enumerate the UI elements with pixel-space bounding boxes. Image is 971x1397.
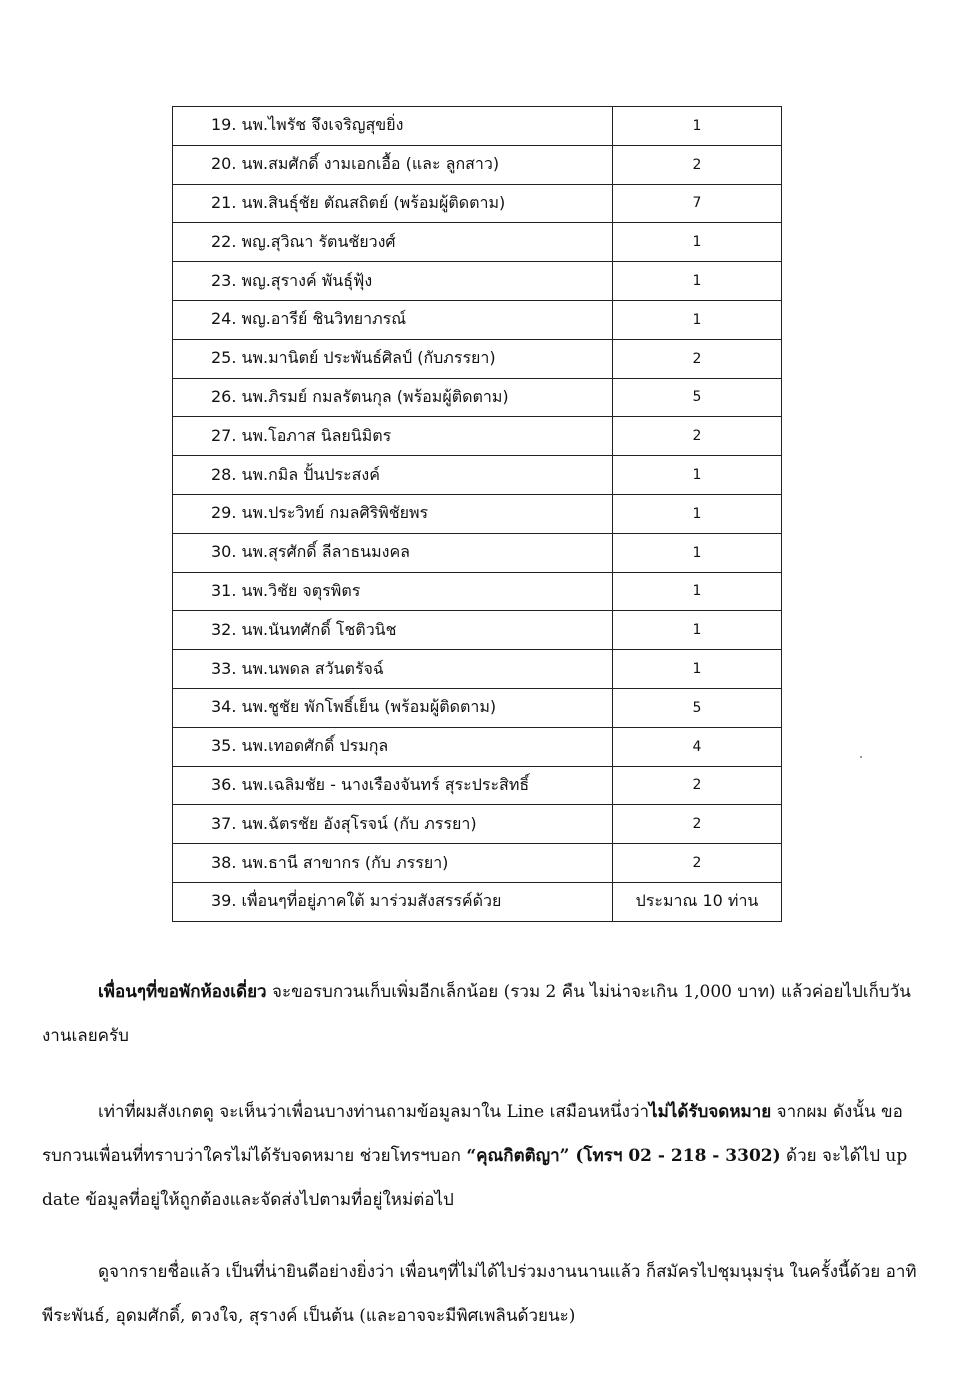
no-letter-text-b: จากผม ดังนั้น ขอรบกวนเพื่อนที่ทราบว่าใครไม่ได้รับจดหมาย ช่วยโทรฯบอก — [42, 1102, 903, 1166]
table-row — [173, 184, 782, 223]
attendee-name-cell: 27. นพ.โอภาส นิลยนิมิตร — [173, 417, 613, 456]
attendee-table — [172, 106, 782, 922]
attendee-name-cell: 30. นพ.สุรศักดิ์ ลีลาธนมงคล — [173, 533, 613, 572]
table-row — [173, 339, 782, 378]
no-letter-bold-a: ไม่ได้รับจดหมาย — [649, 1102, 772, 1122]
attendee-name-cell: 33. นพ.นพดล สวันตรัจฉ์ — [173, 650, 613, 689]
table-row — [173, 727, 782, 766]
attendee-count-cell: 1 — [613, 611, 782, 650]
attendee-name-cell: 32. นพ.นันทศักดิ์ โชติวนิช — [173, 611, 613, 650]
attendee-name-cell: 19. นพ.ไพรัช จึงเจริญสุขยิ่ง — [173, 107, 613, 146]
attendee-count-cell: 2 — [613, 417, 782, 456]
attendee-name-cell: 38. นพ.ธานี สาขากร (กับ ภรรยา) — [173, 844, 613, 883]
attendee-count-cell: 1 — [613, 494, 782, 533]
table-row — [173, 262, 782, 301]
no-letter-text-a: เท่าที่ผมสังเกตดู จะเห็นว่าเพื่อนบางท่านถามข้อมูลมาใน Line เสมือนหนึ่งว่า — [98, 1102, 650, 1122]
table-row — [173, 223, 782, 262]
table-row — [173, 300, 782, 339]
attendee-count-cell: 2 — [613, 145, 782, 184]
table-row — [173, 688, 782, 727]
single-room-paragraph — [42, 970, 922, 1058]
attendee-name-cell: 22. พญ.สุวิณา รัตนชัยวงศ์ — [173, 223, 613, 262]
attendance-text: ดูจากรายชื่อแล้ว เป็นที่น่ายินดีอย่างยิ่งว่า เพื่อนๆที่ไม่ได้ไปร่วมงานนานแล้ว ก็สมัครไปชุมนุมรุ่น ในครั้งนี้ด้วย อาทิ พีระพันธ์, อุดมศักดิ์, ดวงใจ, สุรางค์ เป็นต้น (และอาจจะมีพิศเพลินด้วยนะ) — [42, 1262, 917, 1326]
attendee-count-cell: 1 — [613, 107, 782, 146]
table-row — [173, 533, 782, 572]
attendee-name-cell: 20. นพ.สมศักดิ์ งามเอกเอื้อ (และ ลูกสาว) — [173, 145, 613, 184]
attendee-name-cell: 39. เพื่อนๆที่อยู่ภาคใต้ มาร่วมสังสรรค์ด้วย — [173, 882, 613, 921]
attendee-count-cell: 2 — [613, 339, 782, 378]
attendee-count-cell: 7 — [613, 184, 782, 223]
scan-speck — [860, 756, 862, 758]
table-row — [173, 844, 782, 883]
attendance-paragraph — [42, 1250, 922, 1338]
attendee-name-cell: 31. นพ.วิชัย จตุรพิตร — [173, 572, 613, 611]
table-row — [173, 650, 782, 689]
no-letter-text-c: ด้วย จะได้ไป up date ข้อมูลที่อยู่ให้ถูกต้องและจัดส่งไปตามที่อยู่ใหม่ต่อไป — [42, 1146, 908, 1210]
attendee-count-cell: 2 — [613, 805, 782, 844]
attendee-count-cell: ประมาณ 10 ท่าน — [613, 882, 782, 921]
table-row — [173, 456, 782, 495]
attendee-name-cell: 34. นพ.ชูชัย พักโพธิ์เย็น (พร้อมผู้ติดตาม) — [173, 688, 613, 727]
attendee-count-cell: 1 — [613, 650, 782, 689]
attendee-name-cell: 21. นพ.สินธุ์ชัย ตัณสถิตย์ (พร้อมผู้ติดตาม) — [173, 184, 613, 223]
attendee-count-cell: 1 — [613, 572, 782, 611]
table-row — [173, 378, 782, 417]
table-row — [173, 882, 782, 921]
table-row — [173, 494, 782, 533]
attendee-count-cell: 1 — [613, 223, 782, 262]
attendee-name-cell: 25. นพ.มานิตย์ ประพันธ์ศิลป์ (กับภรรยา) — [173, 339, 613, 378]
attendee-count-cell: 5 — [613, 688, 782, 727]
single-room-text: จะขอรบกวนเก็บเพิ่มอีกเล็กน้อย (รวม 2 คืน ไม่น่าจะเกิน 1,000 บาท) แล้วค่อยไปเก็บวันงานเลยครับ — [42, 982, 911, 1046]
attendee-name-cell: 36. นพ.เฉลิมชัย - นางเรืองจันทร์ สุระประสิทธิ์ — [173, 766, 613, 805]
no-letter-paragraph — [42, 1090, 922, 1222]
attendee-count-cell: 4 — [613, 727, 782, 766]
table-row — [173, 572, 782, 611]
table-row — [173, 145, 782, 184]
attendee-name-cell: 37. นพ.ฉัตรชัย อังสุโรจน์ (กับ ภรรยา) — [173, 805, 613, 844]
attendee-name-cell: 28. นพ.กมิล ปั้นประสงค์ — [173, 456, 613, 495]
attendee-count-cell: 1 — [613, 533, 782, 572]
table-row — [173, 107, 782, 146]
attendee-name-cell: 23. พญ.สุรางค์ พันธุ์ฟุ้ง — [173, 262, 613, 301]
attendee-count-cell: 1 — [613, 456, 782, 495]
attendee-name-cell: 35. นพ.เทอดศักดิ์ ปรมกุล — [173, 727, 613, 766]
attendee-table-body — [173, 107, 782, 922]
attendee-name-cell: 24. พญ.อารีย์ ชินวิทยาภรณ์ — [173, 300, 613, 339]
attendee-count-cell: 5 — [613, 378, 782, 417]
table-row — [173, 805, 782, 844]
attendee-count-cell: 1 — [613, 300, 782, 339]
contact-person: “คุณกิตติญา” (โทรฯ 02 - 218 - 3302) — [466, 1146, 781, 1166]
attendee-name-cell: 26. นพ.ภิรมย์ กมลรัตนกุล (พร้อมผู้ติดตาม) — [173, 378, 613, 417]
single-room-lead: เพื่อนๆที่ขอพักห้องเดี่ยว — [98, 982, 267, 1002]
attendee-count-cell: 2 — [613, 844, 782, 883]
table-row — [173, 766, 782, 805]
table-row — [173, 611, 782, 650]
attendee-count-cell: 2 — [613, 766, 782, 805]
attendee-count-cell: 1 — [613, 262, 782, 301]
attendee-name-cell: 29. นพ.ประวิทย์ กมลศิริพิชัยพร — [173, 494, 613, 533]
table-row — [173, 417, 782, 456]
